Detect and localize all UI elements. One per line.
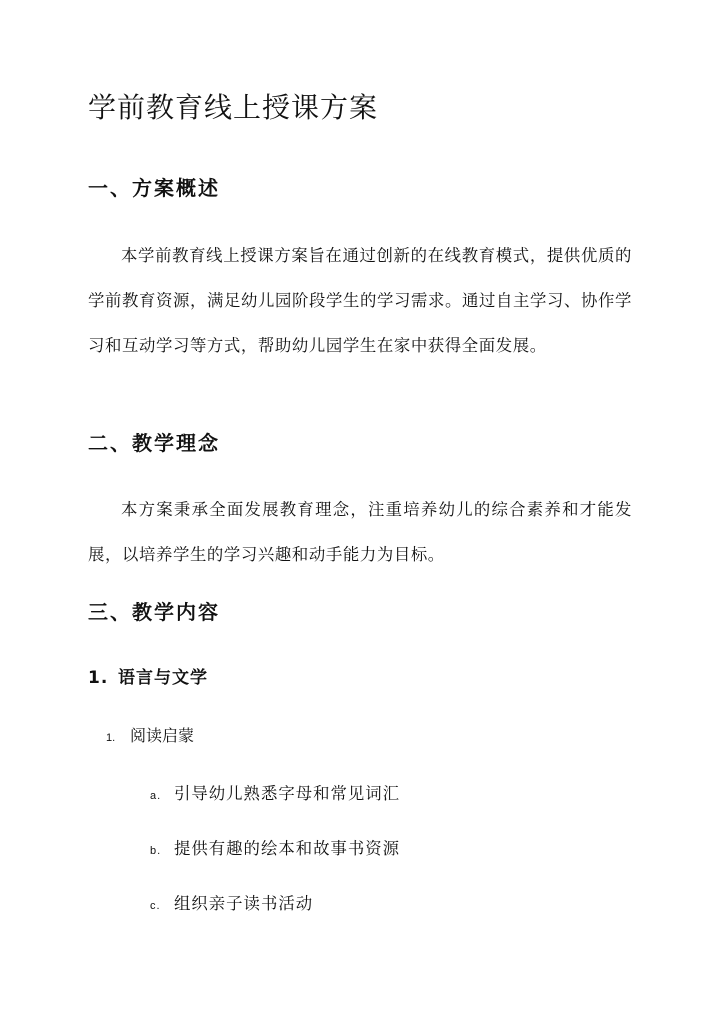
document-title: 学前教育线上授课方案 bbox=[88, 91, 379, 124]
section-heading-philosophy: 二、教学理念 bbox=[88, 431, 220, 455]
sublist-marker: a. bbox=[150, 790, 162, 802]
sublist-item-text: 组织亲子读书活动 bbox=[174, 894, 314, 913]
sublist-marker: c. bbox=[150, 900, 161, 912]
section-heading-overview: 一、方案概述 bbox=[88, 176, 220, 200]
subsection-title: 语言与文学 bbox=[118, 668, 208, 688]
list-item-label: 阅读启蒙 bbox=[130, 726, 195, 745]
list-item bbox=[106, 723, 194, 751]
sublist-item-text: 提供有趣的绘本和故事书资源 bbox=[174, 839, 401, 858]
section-heading-content: 三、教学内容 bbox=[88, 600, 220, 624]
sublist-item bbox=[150, 891, 313, 919]
subsection-heading bbox=[88, 664, 208, 692]
sublist-marker: b. bbox=[150, 845, 162, 857]
sublist-item-text: 引导幼儿熟悉字母和常见词汇 bbox=[174, 784, 401, 803]
sublist-item bbox=[150, 836, 400, 864]
section-paragraph-philosophy: 本方案秉承全面发展教育理念，注重培养幼儿的综合素养和才能发展，以培养学生的学习兴趣和动手能力为目标。 bbox=[88, 500, 632, 564]
section-paragraph-overview: 本学前教育线上授课方案旨在通过创新的在线教育模式，提供优质的学前教育资源，满足幼儿园阶段学生的学习需求。通过自主学习、协作学习和互动学习等方式，帮助幼儿园学生在家中获得全面发展。 bbox=[88, 246, 632, 355]
sublist-item bbox=[150, 781, 400, 809]
subsection-number: 1. bbox=[88, 668, 109, 688]
list-marker: 1. bbox=[106, 732, 116, 744]
